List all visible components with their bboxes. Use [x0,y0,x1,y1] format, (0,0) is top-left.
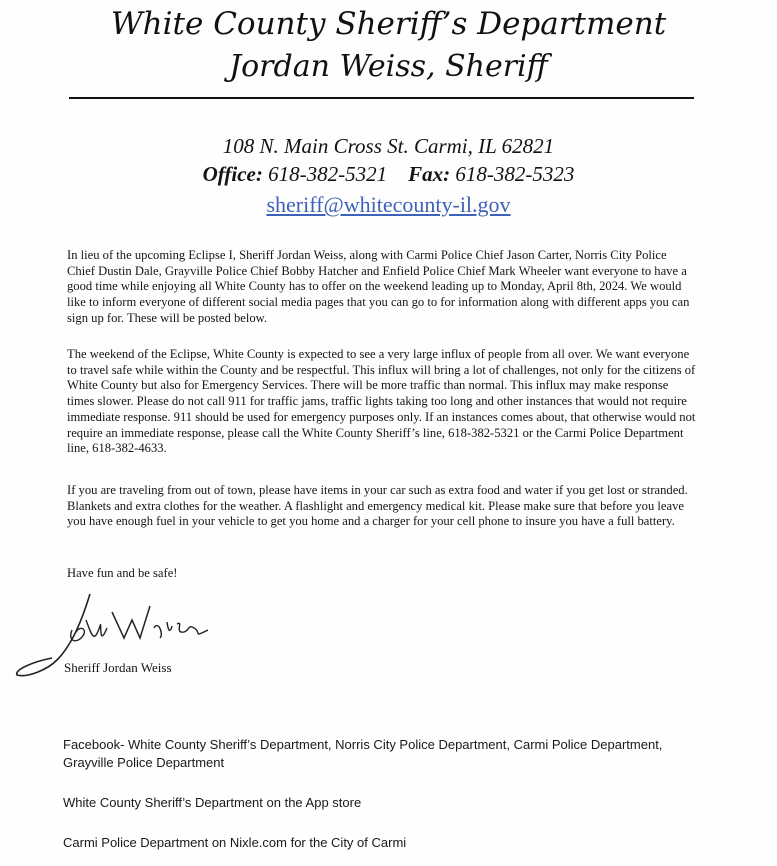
fax-label: Fax: [408,162,451,186]
department-title: White County Sheriff’s Department [110,6,667,42]
paragraph-intro: In lieu of the upcoming Eclipse I, Sheriff Jordan Weiss, along with Carmi Police Chief Jason Carter, Norris City Police Chief Dustin Dale, Grayville Police Chief Bobby Hatcher and Enfield Police Chief Mark Wheeler want everyone to have a good time while enjoying all White County has to offer on the weekend leading up to Monday, April 8th, 2024. We would like to inform everyone of different social media pages that you can go to for information along with different apps you can sign up for. These will be posted below. [67,248,690,325]
paragraph-influx: The weekend of the Eclipse, White County is expected to see a very large influx of people from all over. We want everyone to travel safe while within the County and be respectful. This influx will bring a lot of challenges, not only for the citizens of White County but also for Emergency Services. There will be more traffic than normal. This influx may make response times slower. Please do not call 911 for traffic jams, traffic lights taking too long and other instances that would not require immediate response. 911 should be used for emergency purposes only. If an instances comes about, that otherwise would not require an immediate response, please call the White County Sheriff’s line, 618-382-5321 or the Carmi Police Department line, 618-382-4633. [67,347,696,456]
closing-line: Have fun and be safe! [67,566,178,580]
sheriff-title: Jordan Weiss, Sheriff [229,49,548,84]
fax-phone: 618-382-5323 [455,162,575,186]
footer-nixle: Carmi Police Department on Nixle.com for the City of Carmi [63,835,407,850]
office-phone: 618-382-5321 [268,162,388,186]
phone-line [0,162,777,187]
email-link[interactable]: sheriff@whitecounty-il.gov [266,192,511,217]
paragraph-travel: If you are traveling from out of town, please have items in your car such as extra food and water if you get lost or stranded. Blankets and extra clothes for the weather. A flashlight and emergency medical kit. Please make sure that before you leave you have enough fuel in your vehicle to get you home and a charger for your cell phone to insure you have a full battery. [67,483,688,529]
footer-app-store: White County Sheriff’s Department on the App store [63,795,362,810]
header-divider [69,97,694,99]
signature-name: Sheriff Jordan Weiss [64,660,172,675]
footer-facebook: Facebook- White County Sheriff’s Department, Norris City Police Department, Carmi Police Department, Grayville Police Department [63,737,663,770]
address-line: 108 N. Main Cross St. Carmi, IL 62821 [222,134,555,158]
office-label: Office: [202,162,263,186]
